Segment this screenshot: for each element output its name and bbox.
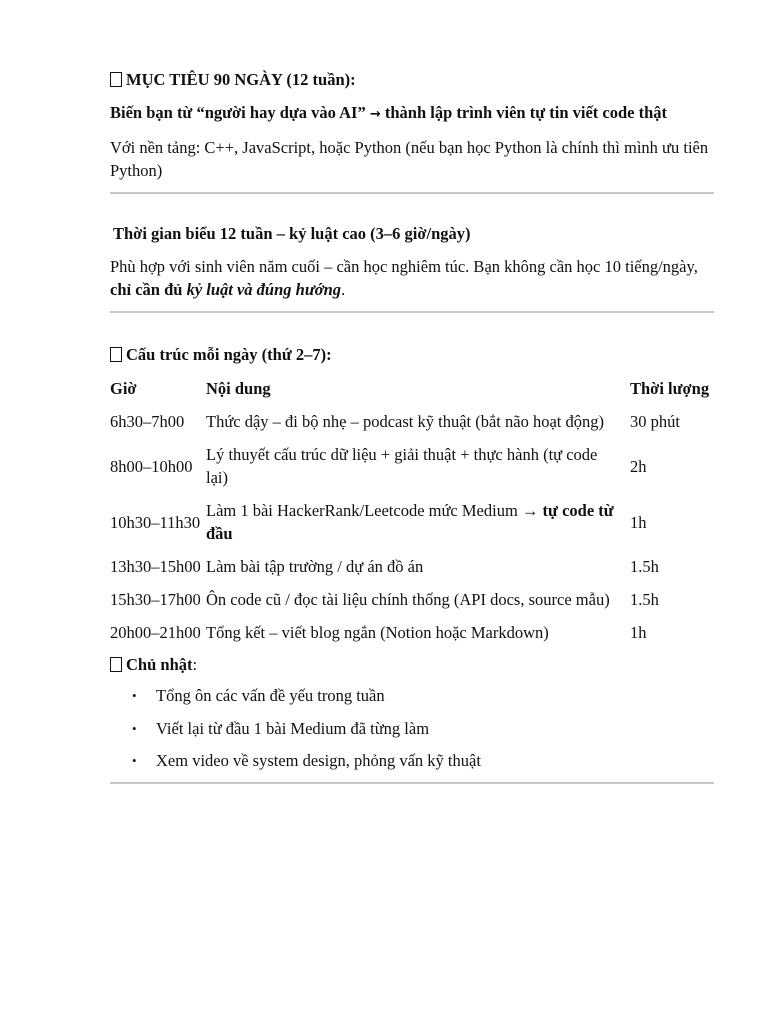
- divider: [110, 311, 714, 313]
- divider: [110, 192, 714, 194]
- list-item: • Viết lại từ đầu 1 bài Medium đã từng làm: [156, 717, 714, 740]
- table-row: [110, 550, 714, 583]
- row-content: Tổng kết – viết blog ngắn (Notion hoặc Markdown): [206, 623, 549, 642]
- document-content: [110, 60, 714, 784]
- sunday-heading: Chủ nhật:: [110, 653, 714, 676]
- row-time: 8h00–10h00: [110, 456, 193, 476]
- goal-subtext: Với nền tảng: C++, JavaScript, hoặc Python (nếu bạn học Python là chính thì mình ưu tiên Python): [110, 138, 709, 180]
- row-duration: 1.5h: [630, 557, 659, 576]
- divider: [110, 782, 714, 784]
- sunday-list: [110, 684, 714, 772]
- table-header-row: [110, 372, 714, 405]
- goal-heading: MỤC TIÊU 90 NGÀY (12 tuần):: [110, 68, 714, 91]
- row-duration: 1h: [630, 623, 647, 642]
- row-time: 15h30–17h00: [110, 590, 201, 609]
- table-row: [110, 583, 714, 616]
- row-time: 10h30–11h30: [110, 512, 201, 532]
- list-item: • Tổng ôn các vấn đề yếu trong tuần: [156, 684, 714, 707]
- row-content: Làm 1 bài HackerRank/Leetcode mức Medium → tự code từ đầu: [206, 501, 614, 543]
- table-row: [110, 438, 714, 494]
- header-content: Nội dung: [206, 379, 271, 398]
- row-duration: 1.5h: [630, 590, 659, 609]
- missing-glyph-icon: [110, 72, 122, 87]
- table-row: [110, 494, 714, 550]
- row-content: Làm bài tập trường / dự án đồ án: [206, 557, 424, 576]
- schedule-heading: Thời gian biểu 12 tuần – kỷ luật cao (3–6 giờ/ngày): [113, 224, 471, 243]
- row-content: Ôn code cũ / đọc tài liệu chính thống (API docs, source mẫu): [206, 590, 610, 609]
- row-time: 13h30–15h00: [110, 557, 201, 576]
- row-content: Lý thuyết cấu trúc dữ liệu + giải thuật + thực hành (tự code lại): [206, 445, 598, 487]
- header-time: Giờ: [110, 379, 137, 398]
- row-time: 20h00–21h00: [110, 623, 201, 642]
- arrow-icon: →: [369, 107, 381, 122]
- structure-heading: Cấu trúc mỗi ngày (thứ 2–7):: [110, 343, 714, 366]
- schedule-subtext: Phù hợp với sinh viên năm cuối – cần học nghiêm túc. Bạn không cần học 10 tiếng/ngày, chỉ cần đủ kỷ luật và đúng hướng.: [110, 257, 698, 299]
- goal-statement: Biến bạn từ “người hay dựa vào AI” → thành lập trình viên tự tin viết code thật: [110, 103, 668, 122]
- table-row: [110, 405, 714, 438]
- header-duration: Thời lượng: [630, 379, 710, 398]
- missing-glyph-icon: [110, 347, 122, 362]
- daily-schedule-table: [110, 372, 714, 649]
- row-duration: 1h: [630, 512, 647, 532]
- missing-glyph-icon: [110, 657, 122, 672]
- row-duration: 30 phút: [630, 412, 680, 431]
- list-item: • Xem video về system design, phỏng vấn kỹ thuật: [156, 749, 714, 772]
- row-duration: 2h: [630, 456, 647, 476]
- row-content: Thức dậy – đi bộ nhẹ – podcast kỹ thuật (bắt não hoạt động): [206, 412, 604, 431]
- row-time: 6h30–7h00: [110, 412, 185, 431]
- table-row: [110, 616, 714, 649]
